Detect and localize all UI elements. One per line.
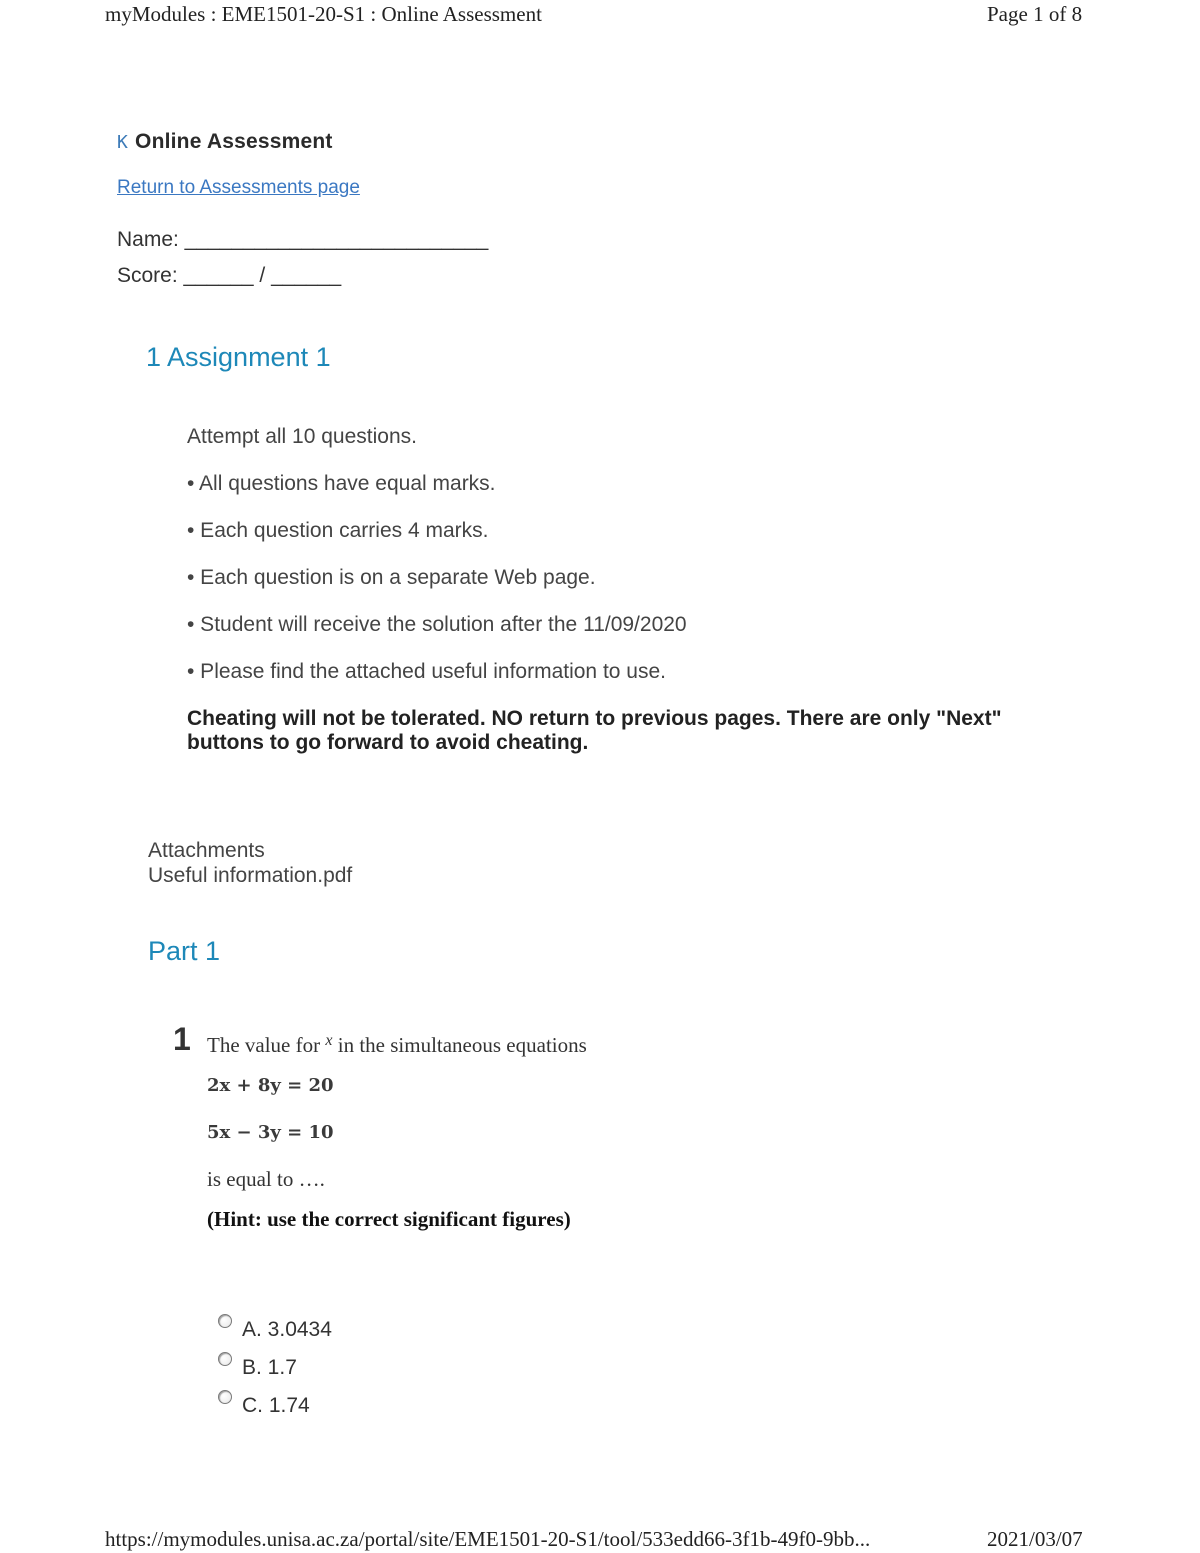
option-b-label[interactable]: B. 1.7 (242, 1356, 297, 1379)
option-b-radio[interactable] (218, 1352, 232, 1366)
part-heading: Part 1 (148, 936, 221, 966)
attachment-file-link[interactable]: Useful information.pdf (148, 864, 353, 887)
print-header-page-number: Page 1 of 8 (987, 2, 1083, 26)
option-a-radio[interactable] (218, 1314, 232, 1328)
page-title-text: Online Assessment (135, 130, 333, 153)
equation-2: 5x − 3y = 10 (207, 1122, 334, 1143)
assignment-intro: Attempt all 10 questions. (187, 425, 417, 448)
score-field-line: Score: ______ / ______ (117, 264, 342, 287)
option-c-label[interactable]: C. 1.74 (242, 1394, 310, 1417)
attachments-label: Attachments (148, 839, 265, 862)
question-text-after: in the simultaneous equations (337, 1033, 587, 1057)
print-header-title: myModules : EME1501-20-S1 : Online Assessment (105, 2, 542, 26)
instruction-bullet: • Student will receive the solution after the 11/09/2020 (187, 613, 687, 636)
option-a-label[interactable]: A. 3.0434 (242, 1318, 332, 1341)
option-c-radio[interactable] (218, 1390, 232, 1404)
instruction-bullet: • All questions have equal marks. (187, 472, 496, 495)
print-footer-url: https://mymodules.unisa.ac.za/portal/site/EME1501-20-S1/tool/533edd66-3f1b-49f0-9bb... (105, 1527, 871, 1551)
return-to-assessments-link[interactable]: Return to Assessments page (117, 177, 360, 198)
page-title (117, 130, 333, 154)
question-variable: x (325, 1032, 333, 1049)
assignment-heading: 1 Assignment 1 (146, 342, 331, 372)
cheating-warning: Cheating will not be tolerated. NO return to previous pages. There are only "Next" buttons to go forward to avoid cheating. (187, 707, 1002, 754)
instruction-bullet: • Each question is on a separate Web page. (187, 566, 596, 589)
instruction-bullet: • Please find the attached useful information to use. (187, 660, 666, 683)
tool-logo-icon: K (117, 132, 129, 153)
equation-1: 2x + 8y = 20 (207, 1075, 334, 1096)
question-closing: is equal to …. (207, 1167, 325, 1191)
question-hint: (Hint: use the correct significant figures) (207, 1207, 571, 1231)
instruction-bullet: • Each question carries 4 marks. (187, 519, 489, 542)
question-number: 1 (173, 1021, 191, 1057)
name-field-line: Name: __________________________ (117, 228, 489, 251)
question-prompt (207, 1033, 587, 1058)
print-footer-date: 2021/03/07 (987, 1527, 1083, 1551)
question-text-before: The value for (207, 1033, 321, 1057)
